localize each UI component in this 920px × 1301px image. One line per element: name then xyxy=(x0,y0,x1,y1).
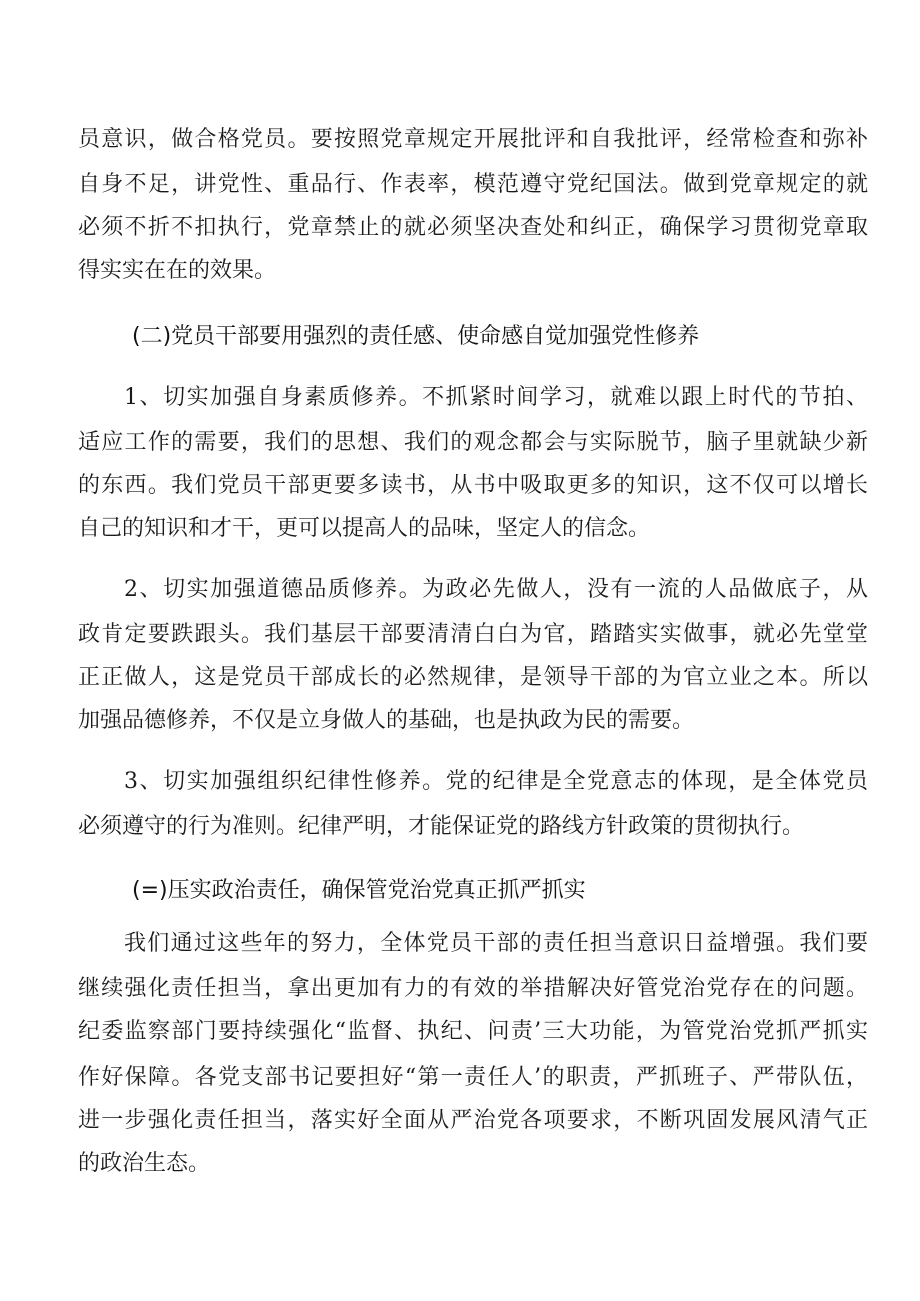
paragraph-line: 必须遵守的行为准则。纪律严明，才能保证党的路线方针政策的贯彻执行。 xyxy=(78,814,805,839)
paragraph-line: 2、切实加强道德品质修养。为政必先做人，没有一流的人品做底子，从 xyxy=(124,577,868,602)
paragraph-line: 进一步强化责任担当，落实好全面从严治党各项要求，不断巩固发展风清气正 xyxy=(78,1108,868,1133)
paragraph-line: 正正做人，这是党员干部成长的必然规律，是领导干部的为官立业之本。所以 xyxy=(78,665,868,690)
paragraph-line: 政肯定要跌跟头。我们基层干部要清清白白为官，踏踏实实做事，就必先堂堂 xyxy=(78,622,868,647)
paragraph-line: 1、切实加强自身素质修养。不抓紧时间学习，就难以跟上时代的节拍、 xyxy=(124,385,868,410)
paragraph-line: 纪委监察部门要持续强化“监督、执纪、问责’三大功能，为管党治党抓严抓实 xyxy=(78,1019,868,1044)
section-heading: (=)压实政治责任，确保管党治党真正抓严抓实 xyxy=(132,878,586,903)
paragraph-line: 得实实在在的效果。 xyxy=(78,258,277,283)
paragraph-line: 3、切实加强组织纪律性修养。党的纪律是全党意志的体现，是全体党员 xyxy=(124,769,868,794)
paragraph-line: 加强品德修养，不仅是立身做人的基础，也是执政为民的需要。 xyxy=(78,708,695,733)
paragraph-line: 自己的知识和才干，更可以提高人的品味，坚定人的信念。 xyxy=(78,516,651,541)
paragraph-line: 必须不折不扣执行，党章禁止的就必须坚决查处和纠正，确保学习贯彻党章取 xyxy=(78,215,868,240)
paragraph-line: 的政治生态。 xyxy=(78,1151,211,1176)
paragraph-line: 我们通过这些年的努力，全体党员干部的责任担当意识日益增强。我们要 xyxy=(124,931,868,956)
paragraph-line: 继续强化责任担当，拿出更加有力的有效的举措解决好管党治党存在的问题。 xyxy=(78,976,868,1001)
paragraph-line: 自身不足，讲党性、重品行、作表率，模范遵守党纪国法。做到党章规定的就 xyxy=(78,172,868,197)
section-heading: (二)党员干部要用强烈的责任感、使命感自觉加强党性修养 xyxy=(132,324,700,349)
paragraph-line: 的东西。我们党员干部更要多读书，从书中吸取更多的知识，这不仅可以增长 xyxy=(78,473,868,498)
paragraph-line: 作好保障。各党支部书记要担好“第一责任人’的职责，严抓班子、严带队伍， xyxy=(78,1065,868,1090)
paragraph-line: 员意识，做合格党员。要按照党章规定开展批评和自我批评，经常检查和弥补 xyxy=(78,127,868,152)
paragraph-line: 适应工作的需要，我们的思想、我们的观念都会与实际脱节，脑子里就缺少新 xyxy=(78,430,868,455)
